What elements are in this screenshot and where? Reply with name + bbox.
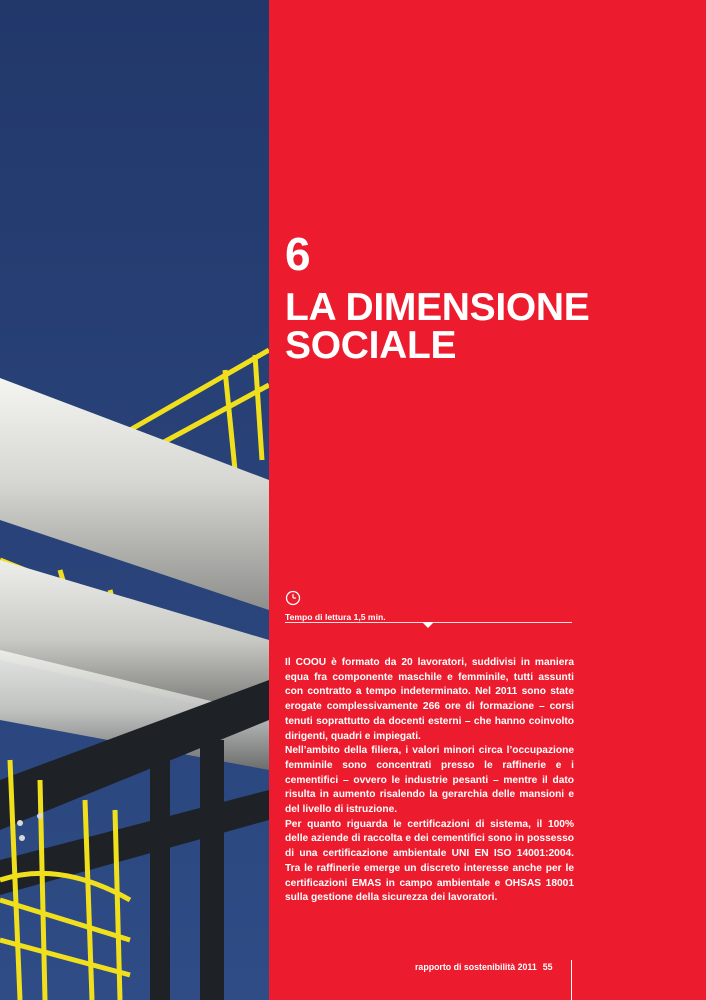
footer-divider [571,960,572,1000]
footer-label: rapporto di sostenibilità 2011 [415,962,537,972]
clock-icon [285,590,301,606]
pipes-illustration [0,0,269,1000]
chapter-title-line2: SOCIALE [285,324,457,367]
chapter-number: 6 [285,228,311,280]
panel-notch [269,300,279,320]
body-paragraph: Il COOU è formato da 20 lavoratori, suddivisi in maniera equa fra componente maschile e femminile, tutti assunti con contratto a tempo indeterminato. Nel 2011 sono state erogate complessivamente 266 ore di formazione – corsi tenuti soprattutto da docenti esterni – che hanno coinvolto dirigenti, quadri e impiegati. [285,657,574,742]
body-text [285,656,574,906]
body-paragraph: Per quanto riguarda le certificazioni di sistema, il 100% delle aziende di raccolta e dei cementifici sono in possesso di una certificazione ambientale UNI EN ISO 14001:2004. Tra le raffinerie emerge un discreto interesse anche per le certificazioni EMAS in campo ambientale e OHSAS 18001 sulla gestione della sicurezza dei lavoratori. [285,818,574,904]
caret-down-icon [422,622,434,628]
cover-photo-pipes [0,0,269,1000]
page-footer [415,962,553,972]
reading-time: Tempo di lettura 1,5 min. [285,612,386,622]
body-paragraph: Nell’ambito della filiera, i valori minori circa l’occupazione femminile sono concentrati presso le raffinerie e i cementifici – ovvero le industrie pesanti – mentre il dato risulta in aumento risalendo la gerarchia delle mansioni e del livello di istruzione. [285,745,574,816]
chapter-panel [269,0,706,1000]
chapter-title-line1: LA DIMENSIONE [285,286,590,329]
page-number: 55 [542,962,553,972]
chapter-title [285,286,695,367]
